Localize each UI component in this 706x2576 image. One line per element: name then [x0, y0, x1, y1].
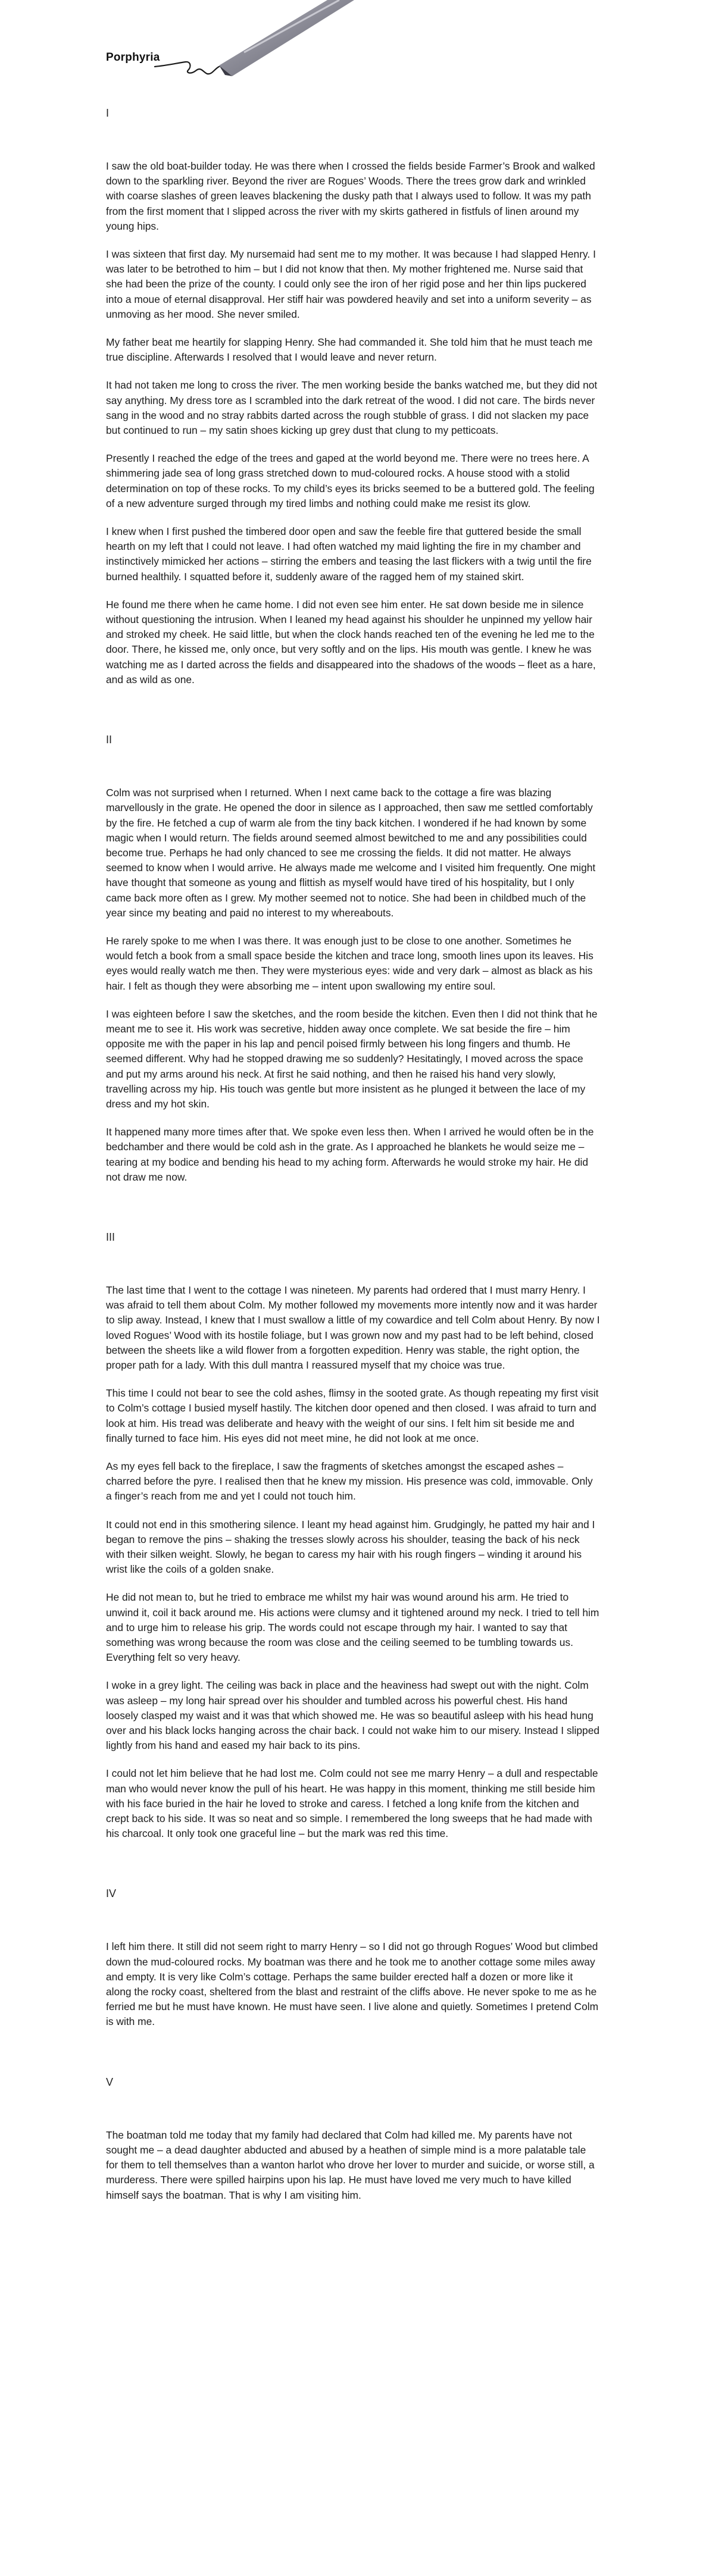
paragraph: My father beat me heartily for slapping Henry. She had commanded it. She told him that he must teach me true discipline. Afterwards I resolved that I would leave and never return. [106, 336, 593, 364]
section-3 [106, 1231, 600, 1842]
paragraph: Colm was not surprised when I returned. When I next came back to the cottage a fire was blazing marvellously in the grate. He opened the door in silence as I approached, then saw me settled comfortably by the fire. He fetched a cup of warm ale from the tiny back kitchen. I wondered if he had known by some magic when I would return. The fields around seemed almost bewitched to me and any possibilities could become true. Perhaps he had only chanced to see me crossing the fields. It did not matter. He always seemed to know when I would arrive. He always made me welcome and I visited him frequently. One might have thought that someone as young and flittish as myself would have tired of his hospitality, but I only came back more often as I grew. My mother seemed not to notice. She had been in childbed much of the year since my beating and paid no interest to my whereabouts. [106, 787, 596, 919]
paragraph: As my eyes fell back to the fireplace, I saw the fragments of sketches amongst the escaped ashes – charred before the pyre. I realised then that he knew my mission. His presence was cold, immovable. Only a finger’s reach from me and yet I could not touch him. [106, 1460, 593, 1503]
paragraph: I was sixteen that first day. My nursemaid had sent me to my mother. It was because I had slapped Henry. I was later to be betrothed to him – but I did not know that then. My mother frightened me. Nurse said that she had been the prize of the county. I could only see the iron of her rigid pose and her thin lips puckered into a moue of eternal disapproval. Her stiff hair was powdered heavily and set into a uniform severity – as unmoving as her mood. She never smiled. [106, 248, 596, 320]
paragraph: It could not end in this smothering silence. I leant my head against him. Grudgingly, he patted my hair and I began to remove the pins – shaking the tresses slowly across his shoulder, teasing the back of his neck with their silken weight. Slowly, he began to caress my hair with his rough fingers – winding it around his wrist like the coils of a golden snake. [106, 1518, 595, 1576]
section-heading: IV [106, 1888, 117, 1900]
section-4 [106, 1888, 600, 2029]
paragraph: I saw the old boat-builder today. He was there when I crossed the fields beside Farmer’s Brook and walked down to the sparkling river. Beyond the river are Rogues’ Woods. There the trees grow dark and wrinkled with coarse slashes of green leaves blackening the dusky path that I always used to follow. It was my path from the first moment that I slipped across the river with my skirts gathered in fistfuls of linen around my young hips. [106, 160, 595, 232]
paragraph: I woke in a grey light. The ceiling was back in place and the heaviness had swept out with the night. Colm was asleep – my long hair spread over his shoulder and tumbled across his powerful chest. His hand loosely clasped my waist and it was that which showed me. He was so beautiful asleep with his head hung over and his black locks hanging across the chair back. I could not wake him to our misery. Instead I slipped lightly from his hand and eased my hair back to its pins. [106, 1679, 600, 1752]
paragraph: I knew when I first pushed the timbered door open and saw the feeble fire that guttered beside the small hearth on my left that I could not leave. I had often watched my maid lighting the fire in my chamber and instinctively mimicked her actions – stirring the embers and teasing the last flickers with a twig until the fire burned healthily. I squatted before it, suddenly aware of the ragged hem of my stained skirt. [106, 525, 592, 583]
paragraph: It had not taken me long to cross the river. The men working beside the banks watched me, but they did not say anything. My dress tore as I scrambled into the dark retreat of the wood. I did not care. The birds never sang in the wood and no stray rabbits darted across the rough stubble of grass. I did not slacken my pace but continued to run – my satin shoes kicking up grey dust that clung to my petticoats. [106, 379, 598, 437]
section-heading: V [106, 2076, 114, 2088]
paragraph: He rarely spoke to me when I was there. It was enough just to be close to one another. Sometimes he would fetch a book from a small space beside the kitchen and trace long, smooth lines upon its leaves. His eyes would really watch me then. They were mysterious eyes: wide and very dark – almost as black as his hair. I felt as though they were absorbing me – intent upon swallowing my entire soul. [106, 934, 593, 992]
section-1 [106, 107, 600, 687]
paragraph: I left him there. It still did not seem right to marry Henry – so I did not go through Rogues’ Wood but climbed down the mud-coloured rocks. My boatman was there and he took me to another cottage some miles away and empty. It is very like Colm’s cottage. Perhaps the same builder erected half a dozen or more like it along the rocky coast, sheltered from the blast and restraint of the cliffs above. He never spoke to me as he ferried me but he must have known. He must have seen. I live alone and quietly. Sometimes I pretend Colm is with me. [106, 1940, 599, 2028]
paragraph: It happened many more times after that. We spoke even less then. When I arrived he would often be in the bedchamber and there would be cold ash in the grate. As I approached he blankets he would seize me – tearing at my bodice and bending his head to my aching form. Afterwards he would stroke my hair. He did not draw me now. [106, 1126, 594, 1183]
section-5 [106, 2076, 600, 2203]
paragraph: The last time that I went to the cottage I was nineteen. My parents had ordered that I must marry Henry. I was afraid to tell them about Colm. My mother followed my movements more intently now and it was harder to slip away. Instead, I knew that I must swallow a little of my cowardice and tell Colm about Henry. By now I loved Rogues’ Wood with its hostile foliage, but I was grown now and my past had to be left behind, closed between the sheets like a wild flower from a forgotten expedition. Henry was stable, the right option, the proper path for a lady. With this dull mantra I reassured myself that my choice was true. [106, 1284, 600, 1371]
paragraph: Presently I reached the edge of the trees and gaped at the world beyond me. There were no trees here. A shimmering jade sea of long grass stretched down to mud-coloured rocks. A house stood with a stolid determination on top of these rocks. To my child’s eyes its bricks seemed to be a buttered gold. The feeling of a new adventure surged through my tired limbs and nothing could make me resist its glow. [106, 452, 595, 509]
paragraph: He found me there when he came home. I did not even see him enter. He sat down beside me in silence without questioning the intrusion. When I leaned my head against his shoulder he unpinned my yellow hair and stroked my cheek. He said little, but when the clock hands reached ten of the evening he led me to the door. There, he kissed me, only once, but very softly and on the lips. His mouth was gentle. I knew he was watching me as I darted across the fields and disappeared into the shadows of the woods – fleet as a hare, and as wild as one. [106, 598, 596, 686]
paragraph: The boatman told me today that my family had declared that Colm had killed me. My parents have not sought me – a dead daughter abducted and abused by a heathen of simple mind is a more palatable tale for them to tell themselves than a wanton harlot who drove her lover to murder and suicide, or worse still, a murderess. There were spilled hairpins upon his lap. He must have loved me very much to have killed himself says the boatman. That is why I am visiting him. [106, 2129, 595, 2201]
story-body [106, 107, 600, 2216]
section-heading: III [106, 1231, 115, 1243]
paragraph: This time I could not bear to see the cold ashes, flimsy in the sooted grate. As though repeating my first visit to Colm’s cottage I busied myself hastily. The kitchen door opened and then closed. I was afraid to turn and look at him. His tread was deliberate and heavy with the weight of our sins. I felt him sit beside me and finally turned to face him. His eyes did not meet mine, he did not look at me once. [106, 1387, 599, 1444]
paragraph: He did not mean to, but he tried to embrace me whilst my hair was wound around his arm. He tried to unwind it, coil it back around me. His actions were clumsy and it tightened around my neck. I tried to tell him and to urge him to release his grip. The words could not escape through my hair. I wanted to say that something was wrong because the room was close and the ceiling seemed to be tumbling towards us. Everything felt so very heavy. [106, 1591, 599, 1664]
pen-signature-icon [149, 0, 363, 86]
paragraph: I could not let him believe that he had lost me. Colm could not see me marry Henry – a dull and respectable man who would never know the pull of his heart. He was happy in this moment, thinking me still beside him with his face buried in the hair he loved to stroke and caress. I fetched a long knife from the kitchen and crept back to his side. It was so neat and so simple. I remembered the long sweeps that he had made with his charcoal. It only took one graceful line – but the mark was red this time. [106, 1767, 598, 1840]
paragraph: I was eighteen before I saw the sketches, and the room beside the kitchen. Even then I did not think that he meant me to see it. His work was secretive, hidden away once complete. We sat beside the fire – him opposite me with the paper in his lap and pencil poised firmly between his long fingers and thumb. He seemed different. Why had he stopped drawing me so suddenly? Hesitatingly, I moved across the space and put my arms around his neck. At first he said nothing, and then he raised his hand very slowly, travelling across my hip. His touch was gentle but more insistent as he plunged it between the lace of my dress and my hot skin. [106, 1007, 598, 1110]
document-title: Porphyria [106, 51, 160, 64]
section-heading: I [106, 107, 110, 119]
section-2 [106, 734, 600, 1185]
section-heading: II [106, 734, 113, 746]
